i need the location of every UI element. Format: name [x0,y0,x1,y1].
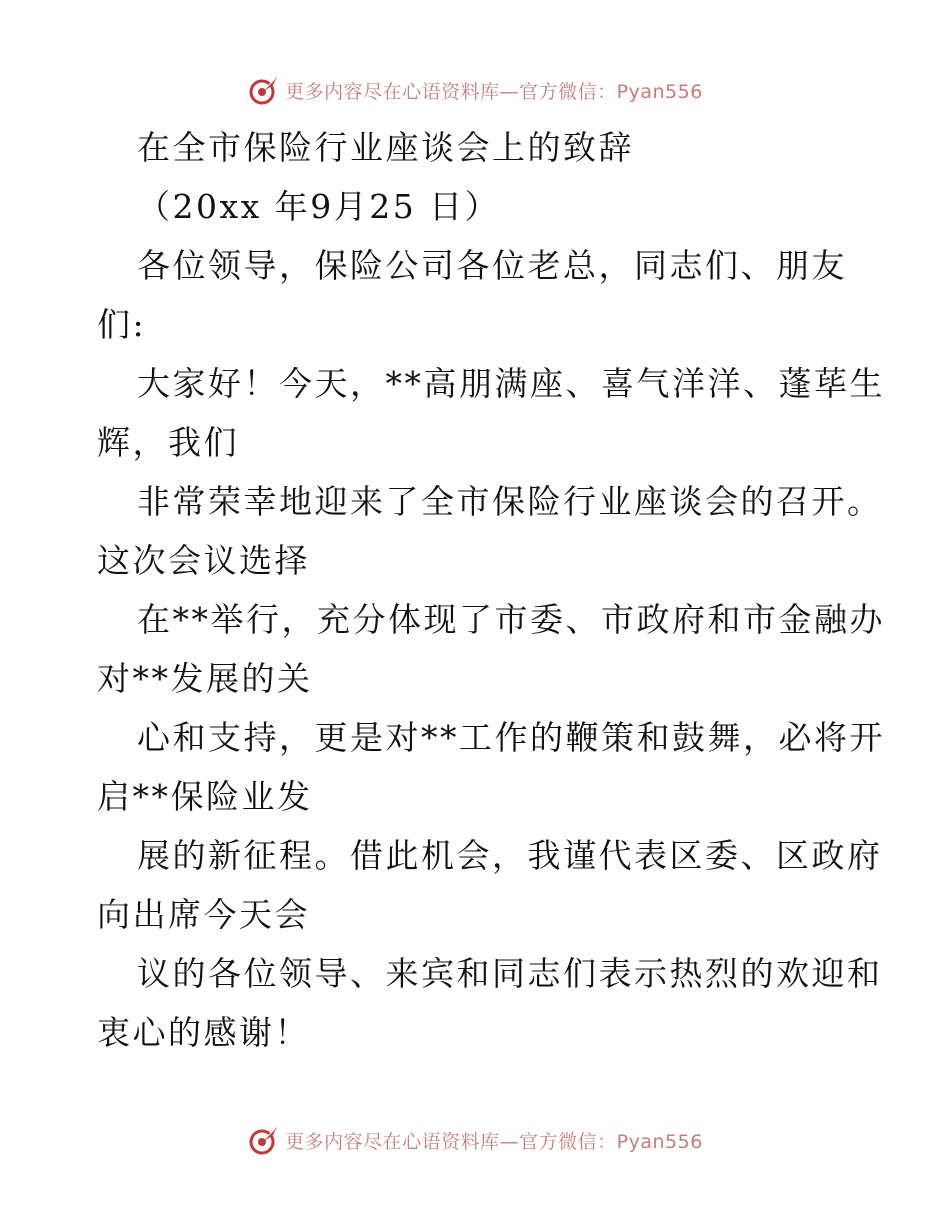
text-line: 各位领导，保险公司各位老总，同志们、朋友 [137,246,847,285]
document-title: 在全市保险行业座谈会上的致辞 [137,128,634,167]
text-line: 议的各位领导、来宾和同志们表示热烈的欢迎和 [137,954,883,993]
text-line: （20xx 年9月25 日） [137,187,501,226]
text-line: 们: [97,305,147,344]
text-line: 心和支持，更是对**工作的鞭策和鼓舞，必将开 [137,718,885,757]
quill-logo-icon [247,1123,281,1157]
watermark-footer [0,1120,950,1160]
text-line: 对**发展的关 [97,659,313,698]
watermark-text: 更多内容尽在心语资料库—官方微信：Pyan556 [285,1130,703,1153]
text-line: 在**举行，充分体现了市委、市政府和市金融办 [137,600,885,639]
text-line: 这次会议选择 [97,541,310,580]
text-line: 向出席今天会 [97,895,310,934]
quill-logo-icon [247,73,281,107]
text-line: 展的新征程。借此机会，我谨代表区委、区政府 [137,836,883,875]
text-line: 辉，我们 [97,423,239,462]
watermark-header [0,70,950,110]
text-line: 大家好！今天，**高朋满座、喜气洋洋、蓬荜生 [137,364,885,403]
document-body [97,118,885,1062]
text-line: 非常荣幸地迎来了全市保险行业座谈会的召开。 [137,482,883,521]
text-line: 衷心的感谢！ [97,1013,310,1052]
text-line: 启**保险业发 [97,777,313,816]
watermark-text: 更多内容尽在心语资料库—官方微信：Pyan556 [285,80,703,103]
